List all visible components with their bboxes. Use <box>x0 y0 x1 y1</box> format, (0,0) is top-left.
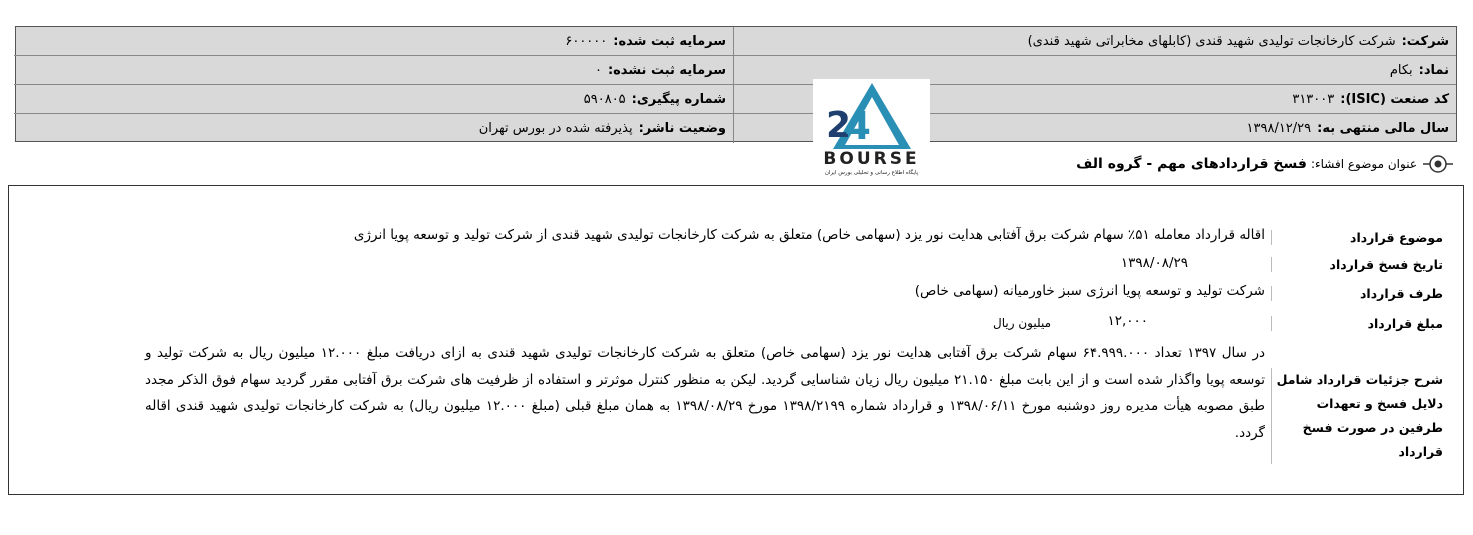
company-label: شرکت: <box>1401 33 1449 49</box>
registered-capital-value: ۶۰۰۰۰۰ <box>565 33 608 49</box>
subject-value: فسخ قراردادهای مهم - گروه الف <box>1076 156 1307 172</box>
bullet-target-icon <box>1423 154 1453 174</box>
amount-unit: میلیون ریال <box>993 316 1051 330</box>
company-value: شرکت کارخانجات تولیدی شهید قندی (کابلهای مخابراتی شهید قندی) <box>1027 33 1396 49</box>
logo-word: BOURSE <box>823 149 920 169</box>
amount-label: مبلغ قرارداد <box>1271 316 1447 331</box>
company-info-table <box>15 26 1457 142</box>
subject-label: عنوان موضوع افشاء: <box>1310 157 1417 171</box>
details-label: شرح جزئیات قرارداد شامل دلایل فسخ و تعهدات طرفین در صورت فسخ قرارداد <box>1271 368 1447 464</box>
fiscal-year-value: ۱۳۹۸/۱۲/۲۹ <box>1246 121 1312 136</box>
amount-value: ۱۲,۰۰۰ <box>1107 313 1148 329</box>
topic-label: موضوع قرارداد <box>1271 230 1447 245</box>
disclosure-subject <box>1076 150 1453 178</box>
isic-label: کد صنعت (ISIC): <box>1340 91 1449 107</box>
logo-subtitle: پایگاه اطلاع رسانی و تحلیلی بورس ایران <box>824 170 919 176</box>
svg-text:2: 2 <box>825 105 851 146</box>
party-label: طرف قرارداد <box>1271 286 1447 301</box>
registered-capital-label: سرمایه ثبت شده: <box>613 33 726 49</box>
cancel-date-label: تاریخ فسخ قرارداد <box>1271 257 1447 272</box>
publisher-status-value: پذیرفته شده در بورس تهران <box>478 121 633 136</box>
cancel-date-value: ۱۳۹۸/۰۸/۲۹ <box>1120 255 1188 271</box>
details-value: در سال ۱۳۹۷ تعداد ۶۴.۹۹۹.۰۰۰ سهام شرکت برق آفتابی هدایت نور یزد (سهامی خاص) متعلق به شرکت کارخانجات تولیدی شهید قندی به ازای دریافت مبلغ ۱۲.۰۰۰ میلیون ریال به شرکت تولید و توسعه پویا واگذار شده است و از این بابت مبلغ ۲۱.۱۵۰ میلیون ریال زیان شناسایی گردید. لیکن به منظور کنترل موثرتر و استفاده از ظرفیت های شرکت برق آفتابی مقرر گردید سهام فوق الذکر مجدد طبق مصوبه هیأت مدیره روز دوشنبه مورخ ۱۳۹۸/۰۶/۱۱ و قرارداد شماره ۱۳۹۸/۲۱۹۹ مورخ ۱۳۹۸/۰۸/۲۹ به همان مبلغ قبلی (مبلغ ۱۲.۰۰۰ میلیون ریال) به شرکت کارخانجات تولیدی شهید قندی اقاله گردد. <box>145 345 1265 441</box>
fiscal-year-label: سال مالی منتهی به: <box>1317 121 1449 136</box>
company-cell <box>733 27 1456 56</box>
bourse-logo <box>813 79 930 185</box>
contract-details-box <box>8 185 1464 495</box>
topic-value: اقاله قرارداد معامله ۵۱٪ سهام شرکت برق آفتابی هدایت نور یزد (سهامی خاص) متعلق به شرکت کارخانجات تولیدی شهید قندی از شرکت تولید و توسعه پویا انرژی <box>353 227 1265 243</box>
tracking-label: شماره پیگیری: <box>631 91 726 107</box>
tracking-value: ۵۹۰۸۰۵ <box>583 91 626 107</box>
unregistered-capital-value: ۰ <box>594 62 602 78</box>
publisher-status-label: وضعیت ناشر: <box>638 121 726 136</box>
publisher-status-cell <box>14 114 733 143</box>
isic-value: ۳۱۳۰۰۳ <box>1292 91 1335 107</box>
party-value: شرکت تولید و توسعه پویا انرژی سبز خاورمیانه (سهامی خاص) <box>914 283 1265 299</box>
registered-capital-cell <box>14 27 733 56</box>
symbol-value: بکام <box>1389 62 1413 78</box>
bourse-emblem-icon <box>825 79 915 151</box>
unregistered-capital-cell <box>14 56 733 85</box>
tracking-cell <box>14 85 733 114</box>
unregistered-capital-label: سرمایه ثبت نشده: <box>607 62 726 78</box>
symbol-label: نماد: <box>1418 62 1449 78</box>
svg-text:4: 4 <box>844 104 871 148</box>
